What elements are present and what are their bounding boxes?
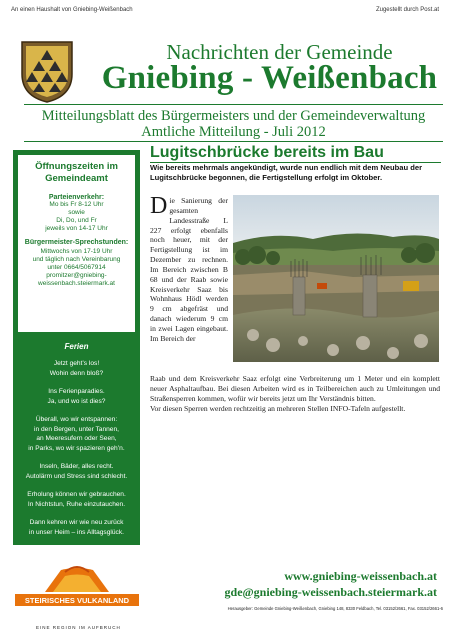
party-hours-heading: Parteienverkehr: bbox=[48, 194, 105, 201]
header-divider-bottom bbox=[24, 141, 443, 142]
vulkanland-logo bbox=[15, 560, 139, 620]
newsletter-subtitle: Nachrichten der Gemeinde bbox=[166, 40, 393, 64]
poem-line: Autolärm und Stress sind schlecht. bbox=[25, 472, 128, 480]
footer-contact bbox=[225, 568, 437, 600]
vulkanland-logo-text: STEIRISCHES VULKANLAND bbox=[24, 596, 130, 605]
party-hours-line: Mo bis Fr 8-12 Uhr bbox=[49, 201, 104, 208]
poem-stanza bbox=[14, 518, 139, 537]
mayor-hours-heading: Bürgermeister-Sprechstunden: bbox=[24, 239, 129, 246]
article-body bbox=[150, 374, 440, 414]
poem-line: In Nichtstun, Ruhe einzutauchen. bbox=[27, 500, 126, 508]
poem-line: Jetzt geht’s los! bbox=[53, 360, 100, 367]
article-column bbox=[150, 193, 228, 344]
mayor-hours-line: Mittwochs von 17-19 Uhr bbox=[40, 247, 113, 255]
article-lead: Wie bereits mehrmals angekündigt, wurde nun endlich mit dem Neubau der Lugitschbrücke begonnen, die Fertigstellung erfolgt im Oktober. bbox=[150, 163, 423, 183]
bridge-construction-photo bbox=[233, 195, 439, 362]
poem-line: in den Bergen, unter Tannen, bbox=[34, 425, 119, 433]
poem-stanza bbox=[14, 462, 139, 481]
poem-line: Wohin denn bloß? bbox=[49, 369, 104, 377]
publisher-info: Herausgeber: Gemeinde Gniebing-Weißenbach, Gniebing 148, 8330 Feldbach, Tel. 03152/2661, Fax. 03152/2661-6 bbox=[227, 606, 443, 611]
poem-line: Inseln, Bäder, alles recht. bbox=[39, 463, 114, 470]
poem-stanza bbox=[14, 490, 139, 509]
vulkanland-tagline: EINE REGION IM AUFBRUCH bbox=[36, 625, 121, 630]
ferien-title: Ferien bbox=[64, 342, 89, 351]
poem-stanza bbox=[14, 359, 139, 378]
poem-line: in Parks, wo wir spazieren geh’n. bbox=[28, 444, 125, 452]
header-divider bbox=[24, 104, 443, 105]
poem-line: Überall, wo wir entspannen: bbox=[35, 416, 118, 423]
ferien-section bbox=[14, 336, 139, 544]
opening-hours-heading: Öffnungszeiten im Gemeindeamt bbox=[35, 161, 118, 184]
coat-of-arms-icon bbox=[20, 40, 74, 104]
page-title: Gniebing - Weißenbach bbox=[101, 60, 438, 96]
poem-stanza bbox=[14, 415, 139, 453]
mayor-email-line: weissenbach.steiermark.at bbox=[38, 279, 115, 287]
party-hours-line: jeweils von 14-17 Uhr bbox=[45, 225, 108, 232]
website-link[interactable]: www.gniebing-weissenbach.at bbox=[284, 569, 437, 583]
mayor-email-line: promitzer@gniebing- bbox=[46, 271, 107, 279]
poem-stanza bbox=[14, 387, 139, 406]
drop-cap: D bbox=[150, 193, 168, 219]
issue-date: Amtliche Mitteilung - Juli 2012 bbox=[141, 124, 326, 140]
poem-line: Dann kehren wir wie neu zurück bbox=[29, 519, 124, 526]
party-hours-line: Di, Do, und Fr bbox=[56, 217, 97, 224]
poem-line: an Meeresufern oder Seen, bbox=[36, 435, 117, 442]
article-column-text: ie Sanierung der gesamten Landesstraße L 227 erfolgt ebenfalls noch heuer, mit der Fertigstellung ist im Dezember zu rechnen. Im Bereich zwischen B 68 und der Raab sowie Kreisverkehr Saaz bis Wohnhaus Hödl werden 9 cm abgefräst und danach wiederum 9 cm in zwei Lagen eingebaut. Im Bereich der bbox=[150, 196, 228, 343]
mayor-hours-line: und täglich nach Vereinbarung bbox=[32, 255, 121, 263]
header-tagline: Mitteilungsblatt des Bürgermeisters und der Gemeindeverwaltung bbox=[41, 108, 426, 124]
poem-line: in unser Heim – ins Alltagsglück. bbox=[29, 528, 124, 536]
sidebar bbox=[13, 150, 140, 545]
ferien-poem bbox=[14, 359, 139, 537]
household-note: An einen Haushalt von Gniebing-Weißenbach bbox=[11, 7, 133, 13]
top-line bbox=[11, 7, 439, 15]
poem-line: Ins Ferienparadies. bbox=[48, 388, 105, 395]
email-link[interactable]: gde@gniebing-weissenbach.steiermark.at bbox=[224, 585, 437, 599]
article-paragraph: Vor diesen Sperren werden rechtzeitig an mehreren Stellen INFO-Tafeln aufgestellt. bbox=[150, 403, 406, 413]
delivery-note: Zugestellt durch Post.at bbox=[375, 7, 439, 13]
mayor-phone: unter 0664/5067914 bbox=[47, 263, 106, 271]
poem-line: Ja, und wo ist dies? bbox=[47, 397, 106, 405]
opening-hours-card bbox=[18, 155, 135, 332]
party-hours-line: sowie bbox=[68, 209, 85, 216]
article-title: Lugitschbrücke bereits im Bau bbox=[150, 144, 384, 161]
poem-line: Erholung können wir gebrauchen. bbox=[27, 491, 126, 498]
article-paragraph: Raab und dem Kreisverkehr Saaz erfolgt eine Verbreiterung um 1 Meter und ein komplett neuer Asphaltaufbau. Bei diesen Arbeiten wird es in Teilbereichen auch zu Umleitungen und Straßensperren kommen, wofür wir bereits jetzt um Ihr Verständnis bitten. bbox=[150, 374, 440, 403]
